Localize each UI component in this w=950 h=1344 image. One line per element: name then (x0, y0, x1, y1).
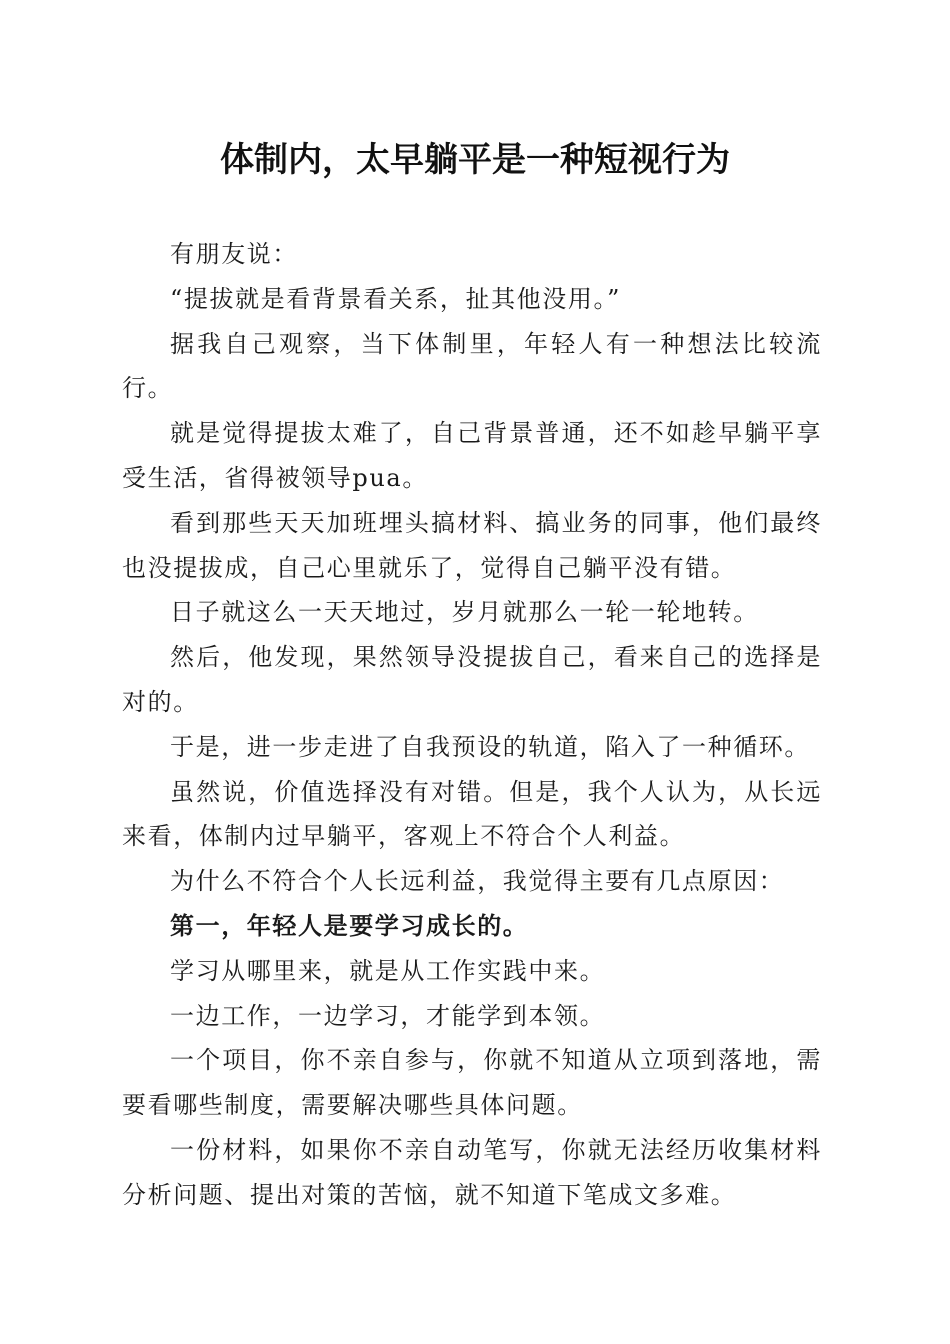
paragraph: 学习从哪里来，就是从工作实践中来。 (170, 956, 606, 985)
paragraph: “提拔就是看背景看关系，扯其他没用。” (170, 284, 621, 313)
paragraph: 虽然说，价值选择没有对错。但是，我个人认为，从长远来看，体制内过早躺平，客观上不符合个人利益。 (122, 777, 822, 851)
paragraph: 一份材料，如果你不亲自动笔写，你就无法经历收集材料分析问题、提出对策的苦恼，就不知道下笔成文多难。 (122, 1135, 822, 1209)
paragraph: 就是觉得提拔太难了，自己背景普通，还不如趁早躺平享受生活，省得被领导pua。 (122, 419, 822, 492)
paragraph: 据我自己观察，当下体制里，年轻人有一种想法比较流行。 (122, 329, 822, 403)
article-title: 体制内，太早躺平是一种短视行为 (220, 140, 730, 180)
article-body (122, 232, 822, 1218)
paragraph: 有朋友说： (170, 240, 298, 268)
paragraph: 日子就这么一天天地过，岁月就那么一轮一轮地转。 (170, 598, 759, 627)
paragraph: 一边工作，一边学习，才能学到本领。 (170, 1001, 606, 1030)
paragraph: 于是，进一步走进了自我预设的轨道，陷入了一种循环。 (170, 732, 810, 761)
paragraph: 一个项目，你不亲自参与，你就不知道从立项到落地，需要看哪些制度，需要解决哪些具体问题。 (122, 1046, 822, 1120)
paragraph: 为什么不符合个人长远利益，我觉得主要有几点原因： (170, 867, 785, 896)
paragraph: 然后，他发现，果然领导没提拔自己，看来自己的选择是对的。 (122, 643, 822, 716)
paragraph: 看到那些天天加班埋头搞材料、搞业务的同事，他们最终也没提拔成，自己心里就乐了，觉得自己躺平没有错。 (122, 508, 822, 582)
section-heading: 第一，年轻人是要学习成长的。 (170, 910, 529, 940)
